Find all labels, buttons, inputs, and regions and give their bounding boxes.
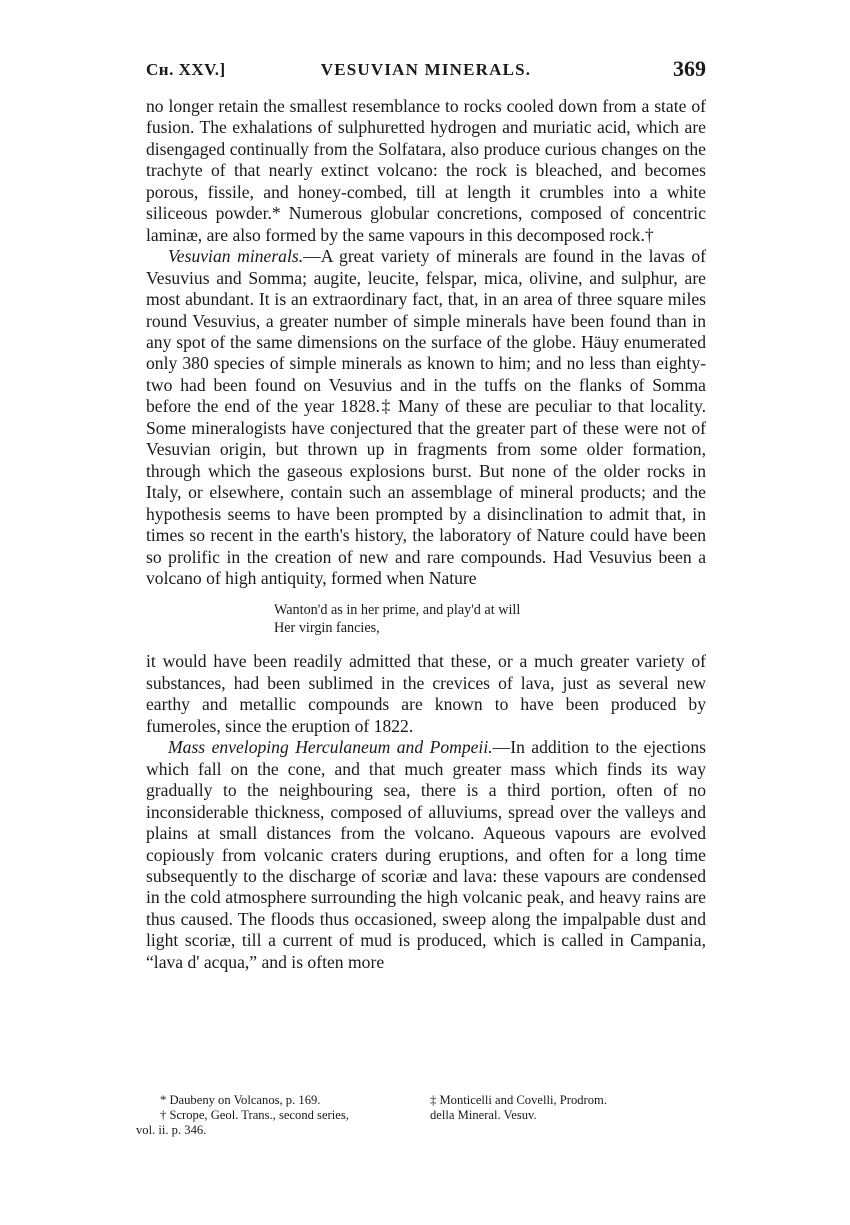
footnote-row <box>160 1093 712 1108</box>
footnote-monticelli-cont: della Mineral. Vesuv. <box>430 1108 537 1122</box>
section-heading: Vesuvian minerals. <box>168 246 304 267</box>
page-body <box>146 96 706 973</box>
footnote-monticelli: ‡ Monticelli and Covelli, Prodrom. <box>430 1093 607 1107</box>
paragraph-text: —A great variety of minerals are found in the lavas of Vesuvius and Somma; augite, leucite, felspar, mica, olivine, and sulphur, are most abundant. It is an extraordinary fact, that, in an area of three square miles round Vesuvius, a greater number of simple minerals have been found than in any spot of the same dimensions on the surface of the globe. Häuy enumerated only 380 species of simple minerals as known to him; and no less than eighty-two had been found on Vesuvius and in the tuffs on the flanks of Somma before the end of the year 1828.‡ Many of these are peculiar to that locality. Some mineralogists have conjectured that the greater part of these were not of Vesuvian origin, but thrown up in fragments from some older formation, through which the gaseous explosions burst. But none of the older rocks in Italy, or elsewhere, contain such an assemblage of mineral products; and the hypothesis seems to have been prompted by a disinclination to admit that, in times so recent in the earth's history, the laboratory of Nature could have been so prolific in the creation of new and rare compounds. Had Vesuvius been a volcano of high antiquity, formed when Nature <box>146 246 706 588</box>
footnotes <box>136 1093 712 1138</box>
footnote-scrope: † Scrope, Geol. Trans., second series, <box>160 1108 349 1122</box>
running-header <box>146 56 706 90</box>
paragraph-continuation <box>146 651 706 737</box>
footnote-row <box>136 1123 712 1138</box>
paragraph-text: it would have been readily admitted that these, or a much greater variety of substances, had been sublimed in the crevices of lava, just as several new earthy and metallic compounds are known to have been produced by fumeroles, since the eruption of 1822. <box>146 651 706 736</box>
paragraph-text: —In addition to the ejections which fall on the cone, and that much greater mass which finds its way gradually to the neighbouring sea, there is a third portion, often of no inconsiderable thickness, composed of alluviums, spread over the valleys and plains at small distances from the volcano. Aqueous vapours are evolved copiously from volcanic craters during eruptions, and often for a long time subsequently to the discharge of scoriæ and lava: these vapours are condensed in the cold atmosphere surrounding the high volcanic peak, and heavy rains are thus caused. The floods thus occasioned, sweep along the impalpable dust and light scoriæ, till a current of mud is produced, which is called in Campania, “lava d' acqua,” and is often more <box>146 737 706 972</box>
paragraph-text: no longer retain the smallest resemblance to rocks cooled down from a state of fusion. The exhalations of sulphuretted hydrogen and muriatic acid, which are disengaged continually from the Solfatara, also produce curious changes on the trachyte of that nearly extinct volcano: the rock is bleached, and becomes porous, fissile, and honey-combed, till at length it crumbles into a white siliceous powder.* Numerous globular concretions, composed of concentric laminæ, are also formed by the same vapours in this decomposed rock.† <box>146 96 706 245</box>
paragraph-herculaneum <box>146 737 706 973</box>
paragraph-vesuvian-minerals <box>146 246 706 589</box>
page-title: VESUVIAN MINERALS. <box>320 60 532 79</box>
footnote-row <box>160 1108 712 1123</box>
footnote-daubeny: * Daubeny on Volcanos, p. 169. <box>160 1093 321 1107</box>
page-number: 369 <box>673 56 706 81</box>
verse-line: Wanton'd as in her prime, and play'd at will <box>274 602 521 619</box>
paragraph-fusion <box>146 96 706 246</box>
verse-line: Her virgin fancies, <box>274 620 380 637</box>
section-heading: Mass enveloping Herculaneum and Pompeii. <box>168 737 493 758</box>
chapter-label: Cн. XXV.] <box>146 60 226 79</box>
footnote-scrope-cont: vol. ii. p. 346. <box>136 1123 207 1137</box>
verse-quotation <box>274 601 706 637</box>
